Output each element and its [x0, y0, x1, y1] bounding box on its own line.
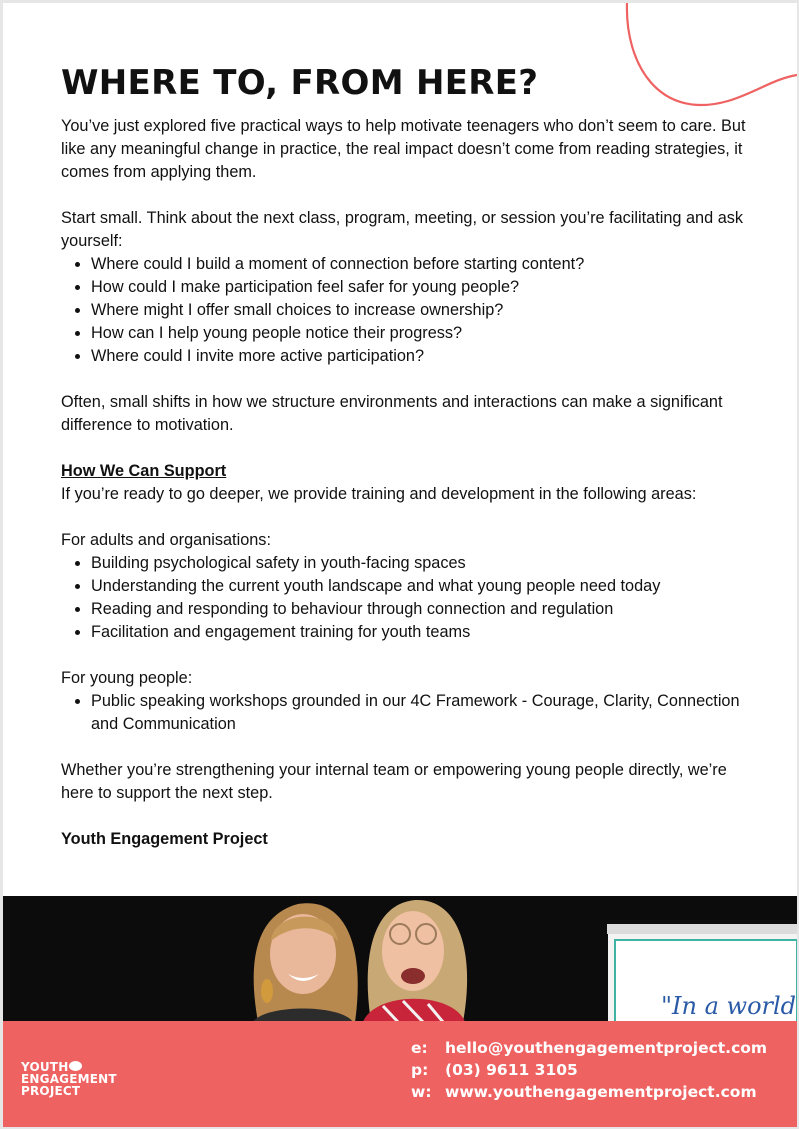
list-item: • Public speaking workshops grounded in our 4C Framework - Courage, Clarity, Connection and Communication: [91, 690, 761, 736]
list-item: • How can I help young people notice their progress?: [91, 322, 761, 345]
intro-paragraph: You’ve just explored five practical ways to help motivate teenagers who don’t seem to care. But like any meaningful change in practice, the real impact doesn’t come from reading strategies, it comes from applying them.: [61, 117, 746, 181]
list-item: • Where might I offer small choices to increase ownership?: [91, 299, 761, 322]
contact-website-row: [411, 1081, 767, 1103]
phone-link[interactable]: (03) 9611 3105: [445, 1061, 578, 1079]
adults-label: For adults and organisations:: [61, 531, 271, 549]
presenters-photo: [3, 896, 797, 1022]
logo-line: PROJECT: [21, 1084, 81, 1098]
reflection-questions-list: [61, 253, 761, 368]
support-intro: If you’re ready to go deeper, we provide training and development in the following areas:: [61, 485, 697, 503]
young-people-list: [61, 690, 761, 736]
list-item: • Facilitation and engagement training for youth teams: [91, 621, 761, 644]
page-title: WHERE TO, FROM HERE?: [61, 63, 539, 103]
email-link[interactable]: hello@youthengagementproject.com: [445, 1039, 768, 1057]
list-item: • Where could I build a moment of connection before starting content?: [91, 253, 761, 276]
speech-bubble-icon: [69, 1061, 82, 1071]
list-item: • Where could I invite more active participation?: [91, 345, 761, 368]
young-label: For young people:: [61, 669, 193, 687]
list-item: • How could I make participation feel safer for young people?: [91, 276, 761, 299]
footer-bar: [3, 1021, 797, 1127]
list-item: • Building psychological safety in youth-facing spaces: [91, 552, 761, 575]
support-heading: How We Can Support: [61, 462, 227, 480]
flipchart-text: "In a world: [661, 992, 797, 1020]
logo: [21, 1061, 117, 1097]
document-page: [3, 3, 797, 1127]
contact-email-row: [411, 1037, 767, 1059]
logo-line: YOUTH: [21, 1060, 69, 1074]
start-small-paragraph: Start small. Think about the next class, program, meeting, or session you’re facilitating and ask yourself:: [61, 209, 744, 250]
adults-list: [61, 552, 761, 644]
signature: Youth Engagement Project: [61, 830, 268, 848]
closing-paragraph: Whether you’re strengthening your internal team or empowering young people directly, we’re here to support the next step.: [61, 761, 727, 802]
presenters-photo-art: [3, 896, 797, 1022]
contact-key: w:: [411, 1083, 432, 1101]
website-link[interactable]: www.youthengagementproject.com: [445, 1083, 757, 1101]
logo-line: ENGAGEMENT: [21, 1072, 117, 1086]
contact-key: p:: [411, 1061, 429, 1079]
contact-key: e:: [411, 1039, 428, 1057]
often-paragraph: Often, small shifts in how we structure environments and interactions can make a significant difference to motivation.: [61, 393, 723, 434]
contact-phone-row: [411, 1059, 767, 1081]
main-content: [61, 63, 761, 851]
list-item: • Reading and responding to behaviour through connection and regulation: [91, 598, 761, 621]
contact-details: [411, 1037, 767, 1103]
list-item: • Understanding the current youth landscape and what young people need today: [91, 575, 761, 598]
